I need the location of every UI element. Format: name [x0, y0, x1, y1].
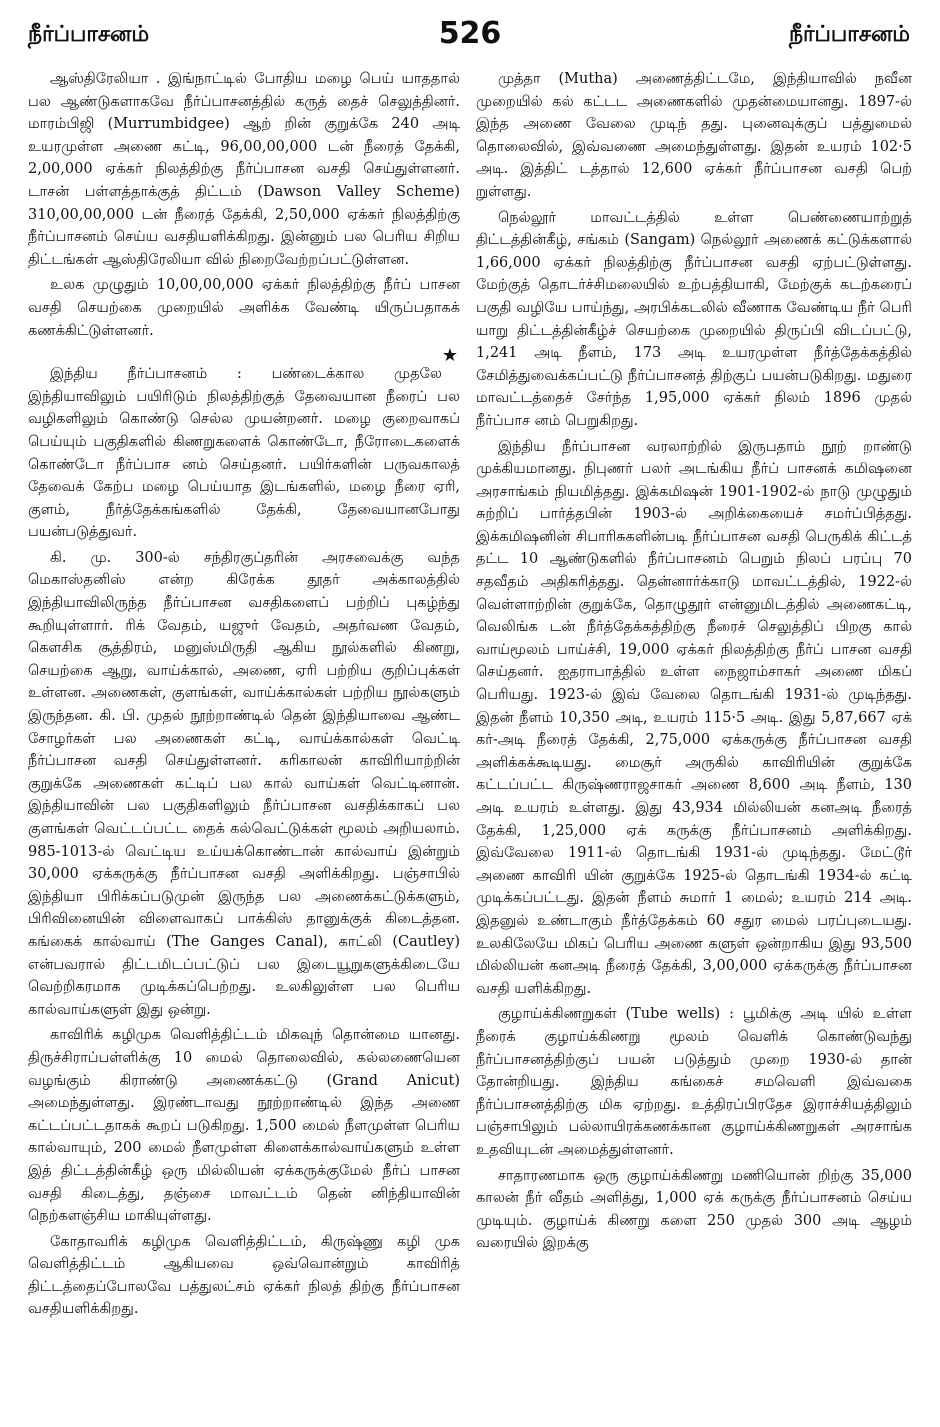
right-column: [476, 68, 912, 1418]
running-head-right: நீர்ப்பாசனம்: [788, 22, 910, 47]
paragraph-tube-wells: குழாய்க்கிணறுகள் (Tube wells) : பூமிக்கு அடி யில் உள்ள நீரைக் குழாய்க்கிணறு மூலம் வெளிக் கொண்டுவந்து நீர்ப்பாசனத்திற்குப் பயன் படுத்தும் முறை 1930-ல் தான் தோன்றியது. இந்திய கங்கைச் சமவெளி இவ்வகை நீர்ப்பாசனத்திற்கு மிக ஏற்றது. உத்திரப்பிரதேச இராச்சியத்திலும் பஞ்சாபிலும் பல்லாயிரக்கணக்கான குழாய்க்கிணறுகள் அரசாங்க உதவியுடன் அமைத்துள்ளனர்.: [476, 1006, 912, 1158]
paragraph-world-irrigation: உலக முழுதும் 10,00,00,000 ஏக்கர் நிலத்திற்கு நீர்ப் பாசன வசதி செயற்கை முறையில் அளிக்க வேண்டி யிருப்பதாகக் கணக்கிட்டுள்ளனர்.: [28, 277, 460, 339]
paragraph-history: கி. மு. 300-ல் சந்திரகுப்தரின் அரசவைக்கு வந்த மெகாஸ்தனிஸ் என்ற கிரேக்க தூதர் அக்காலத்தில் இந்தியாவிலிருந்த நீர்ப்பாசன வசதிகளைப் பற்றிப் புகழ்ந்து கூறியுள்ளார். ரிக் வேதம், யஜுர் வேதம், அதர்வண வேதம், கௌசிக சூத்திரம், மனுஸ்மிருதி ஆகிய நூல்களில் கிணறு, செயற்கை ஆறு, வாய்க்கால், அணை, ஏரி பற்றிய குறிப்புக்கள் உள்ளன. அணைகள், குளங்கள், வாய்க்கால்கள் பற்றிய நூல்களும் இருந்தன. கி. பி. முதல் நூற்றாண்டில் தென் இந்தியாவை ஆண்ட சோழர்கள் பல அணைகள் கட்டி, வாய்க்கால்கள் வெட்டி நீர்ப்பாசன வசதி செய்துள்ளனர். கரிகாலன் காவிரியாற்றின் குறுக்கே அணைகள் கட்டிப் பல கால் வாய்கள் வெட்டினான். இந்தியாவின் பல பகுதிகளிலும் நீர்ப்பாசன வசதிக்காகப் பல குளங்கள் வெட்டப்பட்ட தைக் கல்வெட்டுக்கள் மூலம் அறியலாம். 985-1013-ல் வெட்டிய உய்யக்கொண்டான் கால்வாய் இன்றும் 30,000 ஏக்கருக்கு நீர்ப்பாசன வசதி அளிக்கிறது. பஞ்சாபில் இந்தியா பிரிக்கப்படுமுன் இருந்த பல அணைக்கட்டுக்களும், பிரிவினையின் விளைவாகப் பாக்கிஸ் தானுக்குக் கிடைத்தன. கங்கைக் கால்வாய் (The Ganges Canal), காட்லி (Cautley) என்பவரால் திட்டமிடப்பட்டுப் பல இடையூறுகளுக்கிடையே வெற்றிகரமாக முடிக்கப்பெற்றது. உலகிலுள்ள பல பெரிய கால்வாய்களுள் இது ஒன்று.: [28, 549, 460, 1018]
paragraph-mutha-dam: முத்தா (Mutha) அணைத்திட்டமே, இந்தியாவில் நவீன முறையில் கல் கட்டட அணைகளில் முதன்மையானது. 1897-ல் இந்த அணை வேலை முடிந் தது. புனைவுக்குப் பத்துமைல் தொலைவில், இவ்வணை அமைந்துள்ளது. இதன் உயரம் 102·5 அடி. இத்திட் டத்தால் 12,600 ஏக்கர் நீர்ப்பாசன வசதி பெற் றுள்ளது.: [476, 71, 912, 200]
paragraph-indian-irrigation: இந்திய நீர்ப்பாசனம் : பண்டைக்கால முதலே இந்தியாவிலும் பயிரிடும் நிலத்திற்குத் தேவையான நீரைப் பல வழிகளிலும் கொண்டு செல்ல முயன்றனர். மழை குறைவாகப் பெய்யும் பகுதிகளில் கிணறுகளைக் கொண்டோ, நீரோடைகளைக் கொண்டோ நீர்ப்பாச னம் செய்தனர். பயிர்களின் பருவகாலத் தேவைக் கேற்ப மழை பெய்யாத இடங்களில், மழை நீரை ஏரி, குளம், நீர்த்தேக்கங்களில் தேக்கி, தேவையானபோது பயன்படுத்துவர்.: [28, 366, 460, 541]
section-end-star: [28, 345, 460, 367]
left-column: [28, 68, 460, 1418]
running-head-left: நீர்ப்பாசனம்: [28, 22, 150, 47]
paragraph-twentieth-century: இந்திய நீர்ப்பாசன வரலாற்றில் இருபதாம் நூற் றாண்டு முக்கியமானது. நிபுணர் பலர் அடங்கிய நீர்ப் பாசனக் கமிஷனை அரசாங்கம் நியமித்தது. இக்கமிஷன் 1901-1902-ல் நாடு முழுதும் சுற்றிப் பார்த்தபின் 1903-ல் அறிக்கையைச் சமர்ப்பித்தது. இக்கமிஷனின் சிபாரிசுகளின்படி நீர்ப்பாசன வசதி பெருகிக் கிட்டத் தட்ட 10 ஆண்டுகளில் நீர்ப்பாசனம் பெறும் நிலப் பரப்பு 70 சதவீதம் அதிகரித்தது. தென்னார்க்காடு மாவட்டத்தில், 1922-ல் வெள்ளாற்றின் குறுக்கே, தொழுதூர் என்னுமிடத்தில் அணைகட்டி, வெலிங்க டன் நீர்த்தேக்கத்திற்கு நீரைச் செலுத்திப் பிறகு கால் வாய்மூலம் பாய்ச்சி, 19,000 ஏக்கர் நிலத்திற்கு நீர்ப் பாசன வசதி செய்தனர். ஐதராபாத்தில் உள்ள நைஜாம்சாகர் அணை மிகப் பெரியது. 1923-ல் இவ் வேலை தொடங்கி 1931-ல் முடிந்தது. இதன் நீளம் 10,350 அடி, உயரம் 115·5 அடி. இது 5,87,667 ஏக் கர்-அடி நீரைத் தேக்கி, 2,75,000 ஏக்கருக்கு நீர்ப்பாசன வசதி அளிக்கக்கூடியது. மைசூர் அருகில் காவிரியின் குறுக்கே கட்டப்பட்ட கிருஷ்ணராஜசாகர் அணை 8,600 அடி நீளம், 130 அடி உயரம் உள்ளது. இது 43,934 மில்லியன் கனஅடி நீரைத் தேக்கி, 1,25,000 ஏக் கருக்கு நீர்ப்பாசனம் அளிக்கிறது. இவ்வேலை 1911-ல் தொடங்கி 1931-ல் முடிந்தது. மேட்டூர் அணை காவிரி யின் குறுக்கே 1925-ல் தொடங்கி 1934-ல் கட்டி முடிக்கப்பட்டது. இதன் நீளம் சுமார் 1 மைல்; உயரம் 214 அடி. இதனுல் உண்டாகும் நீர்த்தேக்கம் 60 சதுர மைல் பரப்புடையது. உலகிலேயே மிகப் பெரிய அணை களுள் ஒன்றாகிய இது 93,500 மில்லியன் கனஅடி நீரைத் தேக்கி, 3,00,000 ஏக்கருக்கு நீர்ப்பாசன வசதி யளிக்கிறது.: [476, 438, 912, 997]
paragraph-australia: ஆஸ்திரேலியா . இங்நாட்டில் போதிய மழை பெய் யாததால் பல ஆண்டுகளாகவே நீர்ப்பாசனத்தில் கருத் தைச் செலுத்தினர். மாரம்பிஜி (Murrumbidgee) ஆற் றின் குறுக்கே 240 அடி உயரமுள்ள அணை கட்டி, 96,00,00,000 டன் நீரைத் தேக்கி, 2,00,000 ஏக்கர் நிலத்திற்கு நீர்ப்பாசன வசதி செய்துள்ளனர். டாசன் பள்ளத்தாக்குத் திட்டம் (Dawson Valley Scheme) 310,00,00,000 டன் நீரைத் தேக்கி, 2,50,000 ஏக்கர் நிலத்திற்கு நீர்ப்பாசனம் செய்ய வசதியளிக்கிறது. இன்னும் பல பெரிய சிறிய திட்டங்கள் ஆஸ்திரேலியா வில் நிறைவேற்றப்பட்டுள்ளன.: [28, 71, 460, 268]
star-icon: ★: [441, 345, 458, 367]
page-header: [0, 0, 940, 60]
paragraph-kaveri-delta: காவிரிக் கழிமுக வெளித்திட்டம் மிகவுந் தொன்மை யானது. திருச்சிராப்பள்ளிக்கு 10 மைல் தொலைவில், கல்லணையென வழங்கும் கிராண்டு அணைக்கட்டு (Grand Anicut) அமைந்துள்ளது. இரண்டாவது நூற்றாண்டில் இந்த அணை கட்டப்பட்டதாகக் கூறப் படுகிறது. 1,500 மைல் நீளமுள்ள பெரிய கால்வாயும், 200 மைல் நீளமுள்ள கிளைக்கால்வாய்களும் உள்ள இத் திட்டத்தின்கீழ் ஒரு மில்லியன் ஏக்கருக்குமேல் நீர்ப் பாசன வசதி கிடைத்து, தஞ்சை மாவட்டம் தென் னிந்தியாவின் நெற்களஞ்சிய மாகியுள்ளது.: [28, 1027, 460, 1225]
paragraph-nellore-periyar: நெல்லூர் மாவட்டத்தில் உள்ள பெண்ணையாற்றுத் திட்டத்தின்கீழ், சங்கம் (Sangam) நெல்லூர் அணைக் கட்டுக்களால் 1,66,000 ஏக்கர் நிலத்திற்கு நீர்ப்பாசன வசதி ஏற்பட்டுள்ளது. மேற்குத் தொடர்ச்சிமலையில் உற்பத்தியாகி, மேற்குக் கடற்கரைப் பகுதி வழியே பாய்ந்து, அரபிக்கடலில் வீணாக வேண்டிய நீர் பெரி யாறு திட்டத்தின்கீழ்ச் செயற்கை முறையில் திருப்பி விடப்பட்டு, 1,241 அடி நீளம், 173 அடி உயரமுள்ள நீர்த்தேக்கத்தில் சேமித்துவைக்கப்பட்டு நீர்ப்பாசனத் திற்குப் பயன்படுகிறது. மதுரை மாவட்டத்தைச் சேர்ந்த 1,95,000 ஏக்கர் நிலம் 1896 முதல் நீர்ப்பாச னம் பெறுகிறது.: [476, 209, 912, 429]
paragraph-godavari-krishna: கோதாவரிக் கழிமுக வெளித்திட்டம், கிருஷ்ணு கழி முக வெளித்திட்டம் ஆகியவை ஒவ்வொன்றும் காவிரித் திட்டத்தைப்போலவே பத்துலட்சம் ஏக்கர் நிலத் திற்கு நீர்ப்பாசன வசதியளிக்கிறது.: [28, 1233, 460, 1318]
page-number: 526: [438, 16, 502, 51]
paragraph-tube-well-capacity: சாதாரணமாக ஒரு குழாய்க்கிணறு மணியொன் றிற்கு 35,000 காலன் நீர் வீதம் அளித்து, 1,000 ஏக் கருக்கு நீர்ப்பாசனம் செய்ய முடியும். குழாய்க் கிணறு களை 250 முதல் 300 அடி ஆழம் வரையில் இறக்கு: [476, 1167, 912, 1252]
